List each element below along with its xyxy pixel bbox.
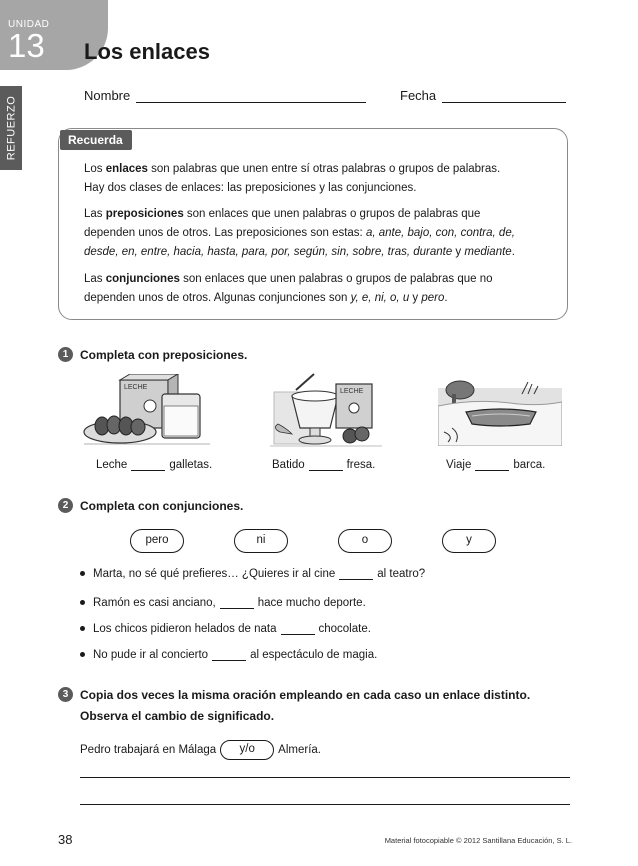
ex1-item-3[interactable]: Viaje barca. — [446, 459, 546, 471]
answer-blank[interactable] — [212, 651, 246, 661]
date-label: Fecha — [400, 88, 437, 103]
option-o[interactable]: o — [338, 529, 392, 553]
side-label: REFUERZO — [5, 95, 17, 161]
exercise-1-title: Completa con preposiciones. — [80, 348, 248, 362]
recuerda-paragraph-1: Los enlaces son palabras que unen entre sí otras palabras o grupos de palabras. Hay dos clases de enlaces: las preposiciones y las conjunciones. — [84, 163, 501, 194]
leche-label-2: LECHE — [340, 388, 364, 395]
answer-blank[interactable] — [281, 625, 315, 635]
name-field[interactable] — [84, 88, 366, 103]
side-strip — [0, 86, 22, 170]
answer-blank[interactable] — [339, 570, 373, 580]
bullet-icon — [80, 600, 85, 605]
name-label: Nombre — [84, 88, 131, 103]
recuerda-tab: Recuerda — [60, 130, 132, 150]
leche-label-1: LECHE — [124, 384, 148, 391]
unit-number: 13 — [8, 27, 45, 64]
bullet-icon — [80, 652, 85, 657]
ex2-sentence-4[interactable]: No pude ir al concierto al espectáculo de magia. — [80, 649, 377, 661]
date-line[interactable] — [442, 91, 566, 103]
ex1-item-2[interactable]: Batido fresa. — [272, 459, 376, 471]
copyright-notice: Material fotocopiable © 2012 Santillana Educación, S. L. — [384, 836, 572, 845]
ex2-sentence-2[interactable]: Ramón es casi anciano, hace mucho deporte. — [80, 597, 366, 609]
exercise-2-title: Completa con conjunciones. — [80, 499, 244, 513]
milk-cookies-illustration — [82, 374, 212, 450]
answer-blank[interactable] — [220, 599, 254, 609]
answer-line-1[interactable] — [80, 777, 570, 778]
exercise-3-number: 3 — [58, 687, 73, 702]
option-y[interactable]: y — [442, 529, 496, 553]
page-number: 38 — [58, 832, 73, 847]
answer-blank[interactable] — [309, 461, 343, 471]
ex2-sentence-3[interactable]: Los chicos pidieron helados de nata chocolate. — [80, 623, 371, 635]
milkshake-illustration — [270, 370, 382, 450]
exercise-3-title-line-1: Copia dos veces la misma oración empleando en cada caso un enlace distinto. — [80, 688, 531, 702]
recuerda-paragraph-2: Las preposiciones son enlaces que unen palabras o grupos de palabras que dependen unos de otros. Las preposiciones son estas: a, ante, bajo, con, contra, de, desde, en, entre, hacia, hasta, para, por, según, sin, sobre, tras, durante y mediante. — [84, 208, 515, 258]
date-field[interactable] — [400, 88, 566, 103]
name-line[interactable] — [136, 91, 366, 103]
exercise-2-number: 2 — [58, 498, 73, 513]
ex2-sentence-1[interactable]: Marta, no sé qué prefieres… ¿Quieres ir al cine al teatro? — [80, 568, 425, 580]
bullet-icon — [80, 571, 85, 576]
ex3-sentence: Pedro trabajará en Málaga y/o Almería. — [80, 740, 321, 760]
answer-blank[interactable] — [131, 461, 165, 471]
answer-line-2[interactable] — [80, 804, 570, 805]
answer-blank[interactable] — [475, 461, 509, 471]
exercise-3-title-line-2: Observa el cambio de significado. — [80, 709, 275, 723]
bullet-icon — [80, 626, 85, 631]
boat-illustration — [438, 376, 562, 446]
exercise-1-number: 1 — [58, 347, 73, 362]
unit-label: UNIDAD — [8, 19, 50, 30]
page-title: Los enlaces — [84, 39, 210, 64]
option-pero[interactable]: pero — [130, 529, 184, 553]
ex1-item-1[interactable]: Leche galletas. — [96, 459, 213, 471]
connector-pill: y/o — [220, 740, 274, 760]
option-ni[interactable]: ni — [234, 529, 288, 553]
recuerda-paragraph-3: Las conjunciones son enlaces que unen palabras o grupos de palabras que no dependen unos de otros. Algunas conjunciones son y, e, ni, o, u y pero. — [84, 273, 493, 304]
